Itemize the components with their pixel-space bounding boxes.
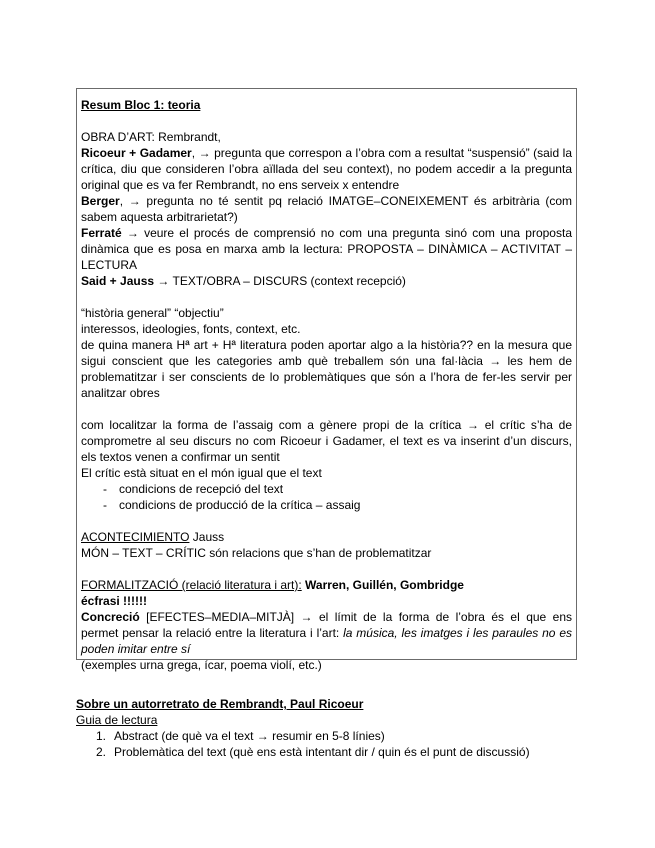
ferrate-paragraph	[81, 225, 572, 273]
ricoeur-gadamer-text: , → pregunta que correspon a l’obra com a resultat “suspensió” (said la crítica, diu que consideren l’obra aïllada del seu context), no podem accedir a la pregunta original que es va fer Rembrandt, no ens serveix x entendre	[81, 146, 572, 192]
obra-line: OBRA D’ART: Rembrandt,	[81, 130, 221, 144]
guide-item-text: Abstract (de què va el text → resumir en 5-8 línies)	[114, 729, 385, 743]
dash-item-text: condicions de recepció del text	[119, 482, 284, 496]
said-jauss-text: → TEXT/OBRA – DISCURS (context recepció)	[154, 274, 406, 288]
interessos-line: interessos, ideologies, fonts, context, etc.	[81, 322, 301, 336]
acontecimiento-rest: Jauss	[189, 530, 225, 544]
ricoeur-gadamer-paragraph	[81, 145, 572, 193]
dash-list-item: - condicions de recepció del text	[103, 482, 284, 496]
concrecio-text: [EFECTES–MEDIA–MITJÀ] → el límit de la forma de l’obra és el que ens permet pensar la relació entre la literatura i l’art:	[81, 610, 572, 640]
summary-box	[76, 88, 577, 672]
dash-list	[81, 481, 572, 513]
ecfrasi-line	[81, 593, 572, 609]
formalitzacio-term: FORMALITZACIÓ (relació literatura i art):	[81, 578, 302, 592]
acontecimiento-line	[81, 529, 572, 545]
said-jauss-name: Said + Jauss	[81, 274, 155, 288]
concrecio-paragraph	[81, 609, 572, 657]
reading-guide-section	[76, 696, 577, 760]
guide-list-item	[76, 744, 577, 760]
critic-situat-line: El crític està situat en el món igual que el text	[81, 466, 322, 480]
said-jauss-paragraph	[81, 273, 572, 289]
guide-list-item	[76, 728, 577, 744]
ricoeur-gadamer-name: Ricoeur + Gadamer	[81, 146, 192, 160]
acontecimiento-term: ACONTECIMIENTO	[81, 530, 190, 544]
historia-line: “història general” “objectiu”	[81, 306, 224, 320]
guia-heading: Guia de lectura	[76, 713, 158, 727]
guide-item-number: 1.	[96, 729, 107, 743]
formalitzacio-line	[81, 577, 572, 593]
guide-item-number: 2.	[96, 745, 107, 759]
ferrate-name: Ferraté	[81, 226, 122, 240]
exemples-line: (exemples urna grega, ícar, poema violí, etc.)	[81, 658, 322, 672]
ferrate-text: → veure el procés de comprensió no com una pregunta sinó com una proposta dinàmica que es posa en marxa amb la lectura: PROPOSTA – DINÀMICA – ACTIVITAT – LECTURA	[81, 226, 572, 272]
concrecio-italic: la música, les imatges i les paraules no es poden imitar entre sí	[81, 626, 572, 656]
berger-name: Berger	[81, 194, 120, 208]
guide-list	[76, 728, 577, 760]
mon-line: MÓN – TEXT – CRÍTIC són relacions que s’han de problematitzar	[81, 546, 432, 560]
concrecio-name: Concreció	[81, 610, 140, 624]
quina-manera-paragraph: de quina manera Hª art + Hª literatura poden aportar algo a la història?? en la mesura que sigui conscient que les categories amb què treballem són una fal·làcia → les hem de problematitzar i ser conscients de lo problemàtiques que són a l’hora de fer-les servir per analitzar obres	[81, 338, 572, 400]
section-title	[76, 696, 577, 712]
dash-list-item: - condicions de producció de la crítica – assaig	[103, 498, 361, 512]
guide-item-text: Problemàtica del text (què ens està intentant dir / quin és el punt de discussió)	[114, 745, 530, 759]
section-title-text: Sobre un autorretrato de Rembrandt, Paul Ricoeur	[76, 697, 364, 711]
ecfrasi-text: écfrasi !!!!!!	[81, 594, 148, 608]
dash-item-text: condicions de producció de la crítica – assaig	[119, 498, 361, 512]
formalitzacio-names: Warren, Guillén, Gombridge	[301, 578, 464, 592]
box-title: Resum Bloc 1: teoria	[81, 98, 201, 112]
berger-text: , → pregunta no té sentit pq relació IMATGE–CONEIXEMENT és arbitrària (com sabem aquesta arbitrarietat?)	[81, 194, 572, 224]
berger-paragraph	[81, 193, 572, 225]
localitzar-paragraph: com localitzar la forma de l’assaig com a gènere propi de la crítica → el crític s’ha de comprometre al seu discurs no com Ricoeur i Gadamer, el text es va inserint d’un discurs, els textos venen a confirmar un sentit	[81, 418, 572, 464]
